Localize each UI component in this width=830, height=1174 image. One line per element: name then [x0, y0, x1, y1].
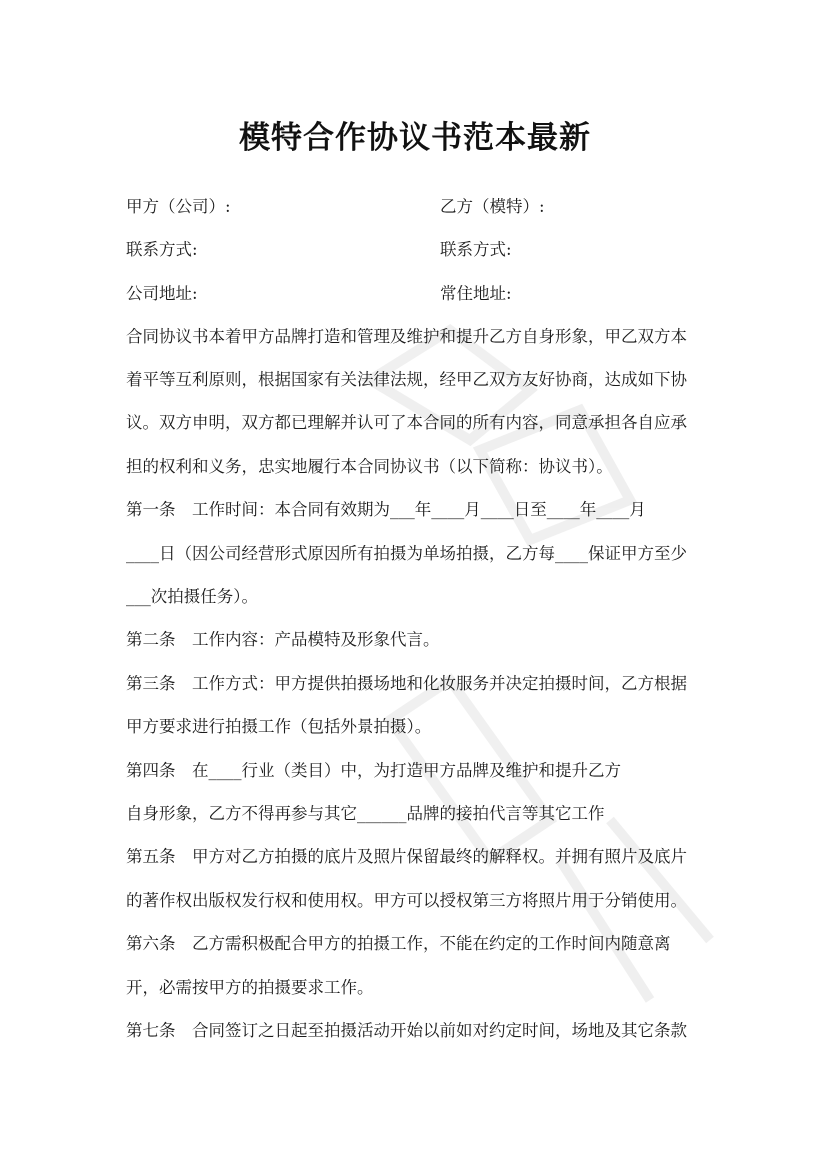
paragraph-line: 合同协议书本着甲方品牌打造和管理及维护和提升乙方自身形象，甲乙双方本	[126, 327, 687, 346]
address-b-label: 常住地址:	[440, 284, 512, 303]
contact-b-label: 联系方式:	[440, 240, 512, 259]
clause-1-line: ____日（因公司经营形式原因所有拍摄为单场拍摄，乙方每____保证甲方至少	[126, 544, 687, 563]
clause-5-line: 的著作权出版权发行权和使用权。甲方可以授权第三方将照片用于分销使用。	[126, 891, 687, 910]
clause-3-line: 第三条 工作方式：甲方提供拍摄场地和化妆服务并决定拍摄时间，乙方根据	[126, 674, 687, 693]
clause-2-line: 第二条 工作内容：产品模特及形象代言。	[126, 630, 440, 649]
paragraph-line: 着平等互利原则，根据国家有关法律法规，经甲乙双方友好协商，达成如下协	[126, 370, 687, 389]
clause-3-line: 甲方要求进行拍摄工作（包括外景拍摄）。	[126, 717, 432, 736]
contact-a-label: 联系方式:	[126, 240, 198, 259]
watermark-graphic	[330, 300, 750, 1020]
clause-1-line: ___次拍摄任务）。	[126, 587, 258, 606]
paragraph-line: 担的权利和义务，忠实地履行本合同协议书（以下简称：协议书）。	[126, 457, 613, 476]
party-b-label: 乙方（模特）:	[440, 197, 545, 216]
clause-5-line: 第五条 甲方对乙方拍摄的底片及照片保留最终的解释权。并拥有照片及底片	[126, 847, 687, 866]
clause-6-line: 第六条 乙方需积极配合甲方的拍摄工作，不能在约定的工作时间内随意离	[126, 934, 671, 953]
party-a-label: 甲方（公司）:	[126, 197, 231, 216]
clause-6-line: 开，必需按甲方的拍摄要求工作。	[126, 978, 374, 997]
clause-4-line: 自身形象，乙方不得再参与其它______品牌的接拍代言等其它工作	[126, 804, 605, 823]
clause-7-line: 第七条 合同签订之日起至拍摄活动开始以前如对约定时间，场地及其它条款	[126, 1021, 687, 1040]
clause-1-line: 第一条 工作时间：本合同有效期为___年____月____日至____年____月	[126, 500, 646, 519]
paragraph-line: 议。双方申明，双方都已理解并认可了本合同的所有内容，同意承担各自应承	[126, 413, 687, 432]
page-title: 模特合作协议书范本最新	[239, 120, 591, 156]
address-a-label: 公司地址:	[126, 284, 198, 303]
clause-4-line: 第四条 在____行业（类目）中，为打造甲方品牌及维护和提升乙方	[126, 761, 621, 780]
